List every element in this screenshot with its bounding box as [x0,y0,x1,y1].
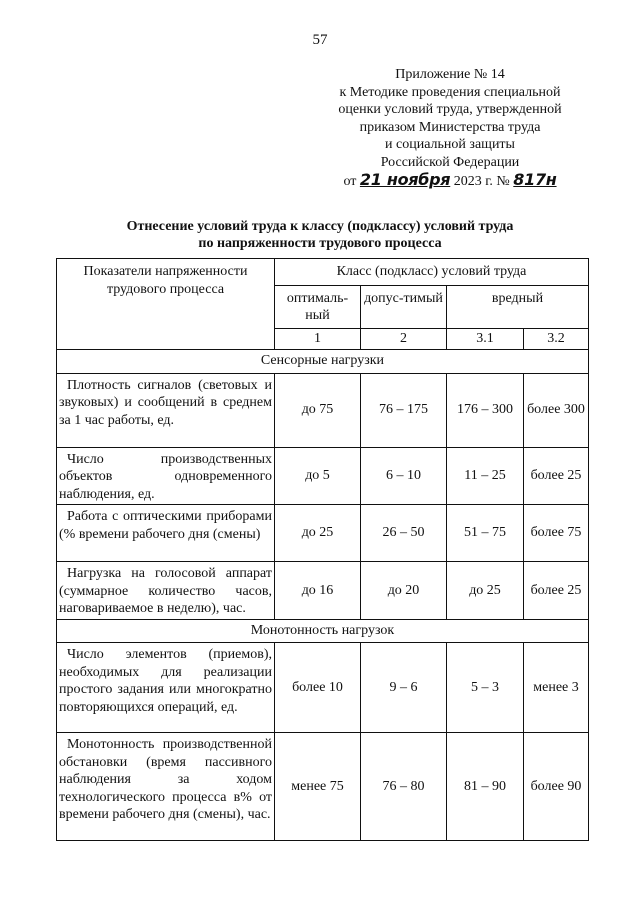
date-prefix: от [343,174,357,189]
value-cell: 51 – 75 [447,505,524,562]
indicator-cell [57,562,275,620]
value-cell: до 5 [275,447,361,505]
value-cell: 9 – 6 [361,643,447,733]
header-indicators: Показатели напряженности трудового процесса [57,259,275,350]
appendix-line: приказом Министерства труда [359,119,541,135]
table-row [57,733,589,841]
indicator-text: Нагрузка на голосовой аппарат (суммарное количество часов, наговариваемое в неделю), час. [59,566,272,616]
appendix-line: и социальной защиты [385,137,515,152]
class-code: 3.2 [524,329,589,350]
class-code: 1 [275,329,361,350]
handwritten-order-number: 817н [513,170,557,189]
section-row [57,350,589,374]
page-number: 57 [312,32,328,48]
value-cell: менее 3 [524,643,589,733]
table-row [57,447,589,505]
indicator-cell [57,643,275,733]
value-cell: 26 – 50 [361,505,447,562]
value-cell: более 10 [275,643,361,733]
table-row [57,643,589,733]
value-cell: до 16 [275,562,361,620]
header-row-1 [57,259,589,286]
section-title: Сенсорные нагрузки [57,350,589,374]
indicator-text: Число элементов (приемов), необходимых для реализации простого задания или многократно повторяющихся операций, ед. [59,647,272,715]
indicator-text: Число производственных объектов одновременного наблюдения, ед. [59,451,272,502]
order-date-line [300,171,600,191]
header-harmful: вредный [447,286,589,329]
value-cell: до 20 [361,562,447,620]
value-cell: более 25 [524,447,589,505]
appendix-block [300,66,600,191]
appendix-line: к Методике проведения специальной [339,84,561,100]
value-cell: 81 – 90 [447,733,524,841]
value-cell: 76 – 175 [361,373,447,447]
table-row [57,373,589,447]
value-cell: более 25 [524,562,589,620]
value-cell: 11 – 25 [447,447,524,505]
appendix-line: Приложение № 14 [395,67,505,82]
value-cell: менее 75 [275,733,361,841]
value-cell: 176 – 300 [447,373,524,447]
indicator-cell [57,733,275,841]
value-cell: более 90 [524,733,589,841]
indicator-text: Монотонность производственной обстановки (время пассивного наблюдения за ходом технологического процесса в% от времени рабочего дня (смены), час. [59,737,272,822]
value-cell: более 300 [524,373,589,447]
value-cell: 5 – 3 [447,643,524,733]
document-title [0,218,640,252]
appendix-line: оценки условий труда, утвержденной [338,102,562,117]
header-optimal: оптималь-ный [275,286,361,329]
table-row [57,505,589,562]
indicator-cell [57,447,275,505]
title-line-2: по напряженности трудового процесса [198,236,442,251]
date-year: 2023 г. № [453,174,510,189]
value-cell: до 25 [447,562,524,620]
section-row [57,619,589,643]
value-cell: до 25 [275,505,361,562]
header-acceptable: допус-тимый [361,286,447,329]
value-cell: 76 – 80 [361,733,447,841]
title-line-1: Отнесение условий труда к классу (подклассу) условий труда [126,219,514,234]
indicator-text: Плотность сигналов (световых и звуковых) и сообщений в среднем за 1 час работы, ед. [59,377,272,428]
value-cell: до 75 [275,373,361,447]
conditions-table [56,258,589,841]
appendix-line: Российской Федерации [380,154,520,170]
handwritten-date: 21 ноября [359,170,451,189]
indicator-cell [57,505,275,562]
indicator-text: Работа с оптическими приборами (% времени рабочего дня (смены) [59,509,272,542]
header-class: Класс (подкласс) условий труда [275,259,589,286]
indicator-cell [57,373,275,447]
value-cell: 6 – 10 [361,447,447,505]
section-title: Монотонность нагрузок [57,619,589,643]
value-cell: более 75 [524,505,589,562]
class-code: 2 [361,329,447,350]
class-code: 3.1 [447,329,524,350]
table-row [57,562,589,620]
